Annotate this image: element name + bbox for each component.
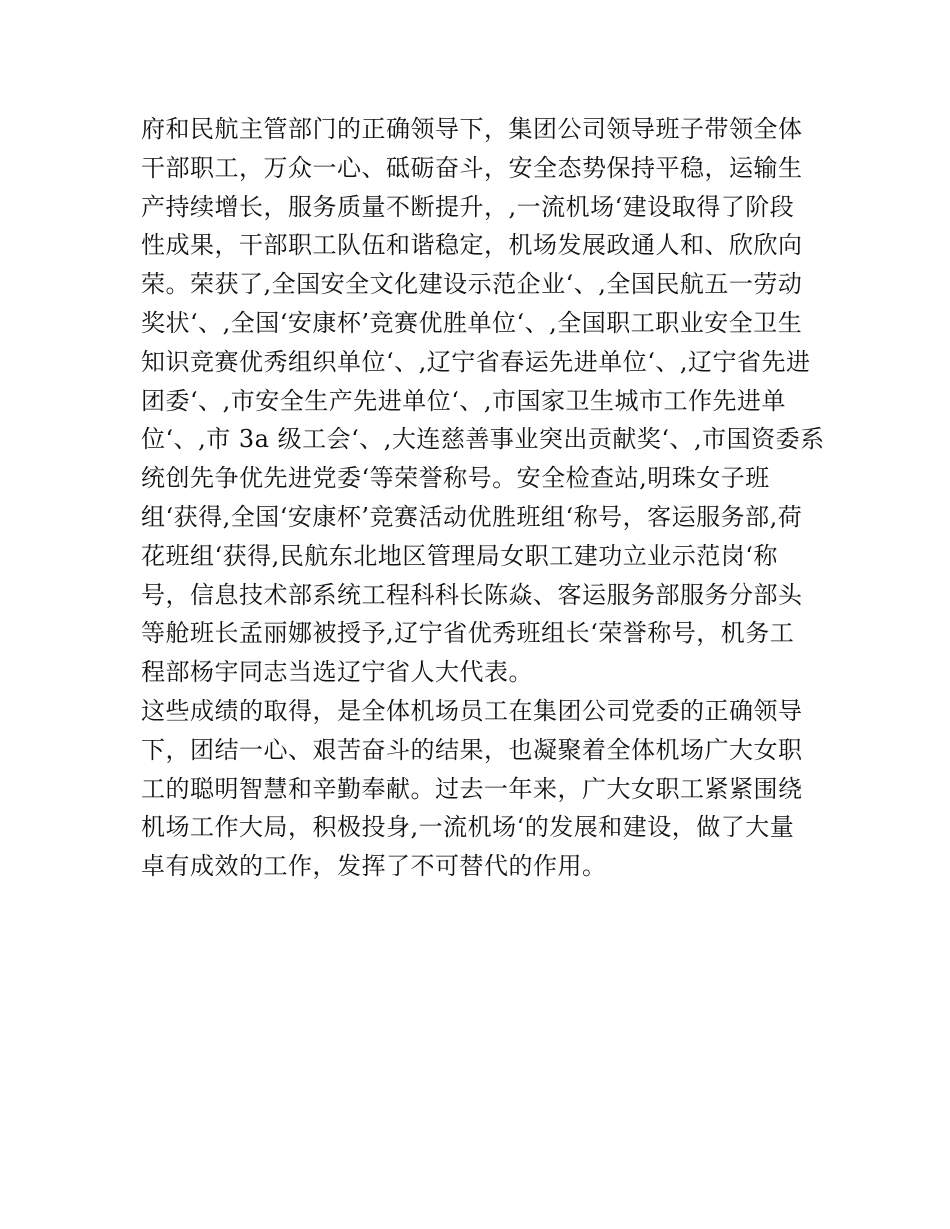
text-line: 这些成绩的取得，是全体机场员工在集团公司党委的正确领导 <box>141 696 803 725</box>
text-line: 干部职工，万众一心、砥砺奋斗，安全态势保持平稳，运输生 <box>141 153 803 182</box>
text-line: 位‘、,市 3a 级工会‘、,大连慈善事业突出贡献奖‘、,市国资委系 <box>141 425 825 454</box>
text-line: 组‘获得,全国‘安康杯’竞赛活动优胜班组‘称号，客运服务部,荷 <box>141 502 803 531</box>
text-line: 程部杨宇同志当选辽宁省人大代表。 <box>141 658 533 687</box>
text-line: 工的聪明智慧和辛勤奉献。过去一年来，广大女职工紧紧围绕 <box>141 774 803 803</box>
text-line: 产持续增长，服务质量不断提升，,一流机场‘建设取得了阶段 <box>141 192 795 221</box>
text-line: 荣。荣获了,全国安全文化建设示范企业‘、,全国民航五一劳动 <box>141 270 803 299</box>
text-line: 奖状‘、,全国‘安康杯’竞赛优胜单位‘、,全国职工职业安全卫生 <box>141 308 803 337</box>
text-line: 知识竞赛优秀组织单位‘、,辽宁省春运先进单位‘、,辽宁省先进 <box>141 347 811 376</box>
text-line: 机场工作大局，积极投身,一流机场‘的发展和建设，做了大量 <box>141 813 795 842</box>
body-text <box>141 110 825 886</box>
text-line: 性成果，干部职工队伍和谐稳定，机场发展政通人和、欣欣向 <box>141 231 803 260</box>
text-line: 团委‘、,市安全生产先进单位‘、,市国家卫生城市工作先进单 <box>141 386 787 415</box>
text-line: 花班组‘获得,民航东北地区管理局女职工建功立业示范岗‘称 <box>141 541 778 570</box>
text-line: 等舱班长孟丽娜被授予,辽宁省优秀班组长‘荣誉称号，机务工 <box>141 619 795 648</box>
text-line: 号，信息技术部系统工程科科长陈焱、客运服务部服务分部头 <box>141 580 803 609</box>
text-line: 统创先争优先进党委‘等荣誉称号。安全检查站,明珠女子班 <box>141 464 770 493</box>
text-line: 府和民航主管部门的正确领导下，集团公司领导班子带领全体 <box>141 115 803 143</box>
text-line: 卓有成效的工作，发挥了不可替代的作用。 <box>141 852 607 881</box>
text-line: 下，团结一心、艰苦奋斗的结果，也凝聚着全体机场广大女职 <box>141 735 803 764</box>
